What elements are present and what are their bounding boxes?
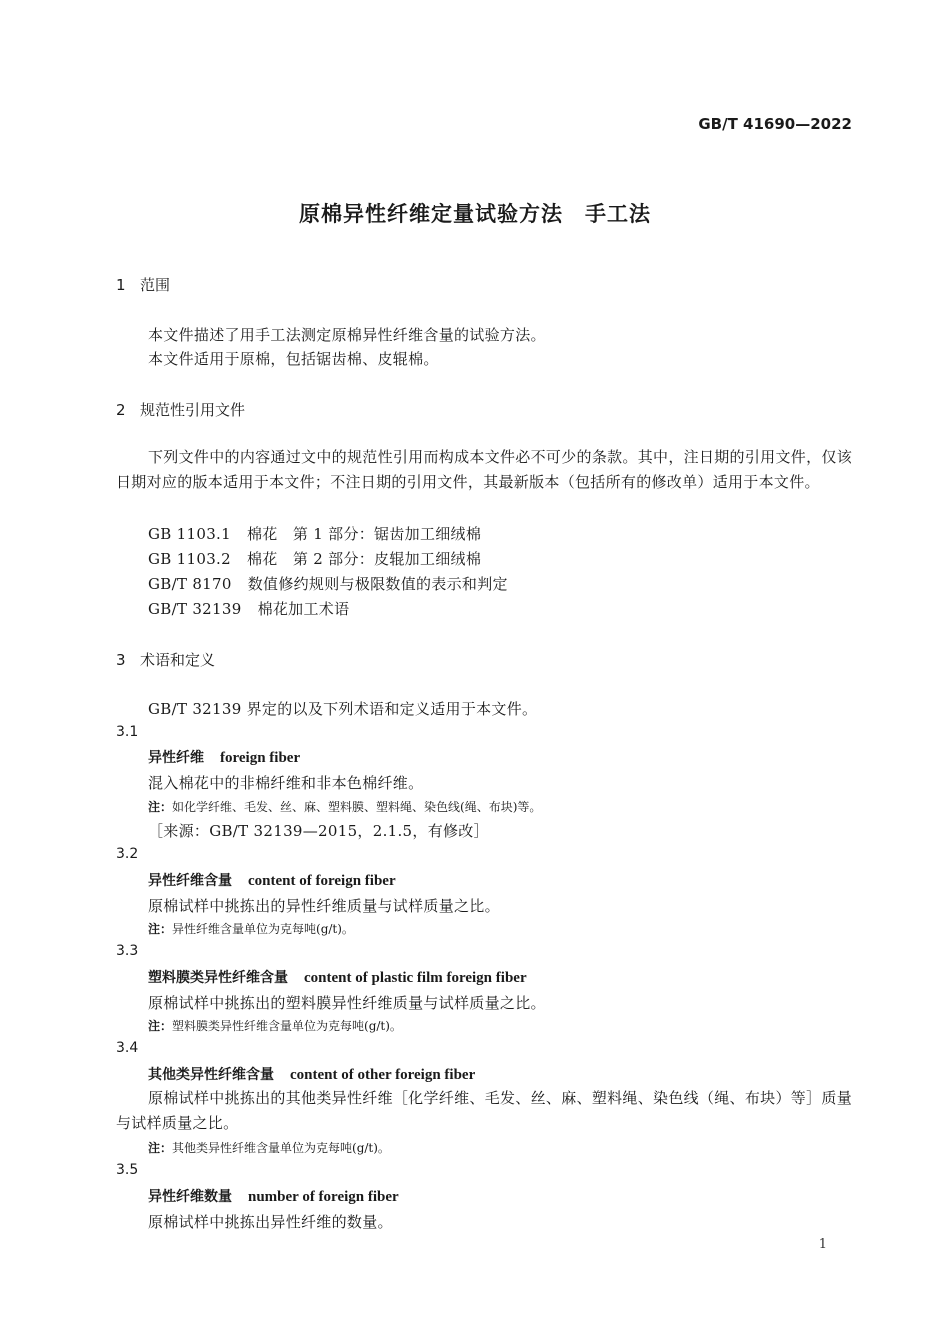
standard-code: GB/T 41690—2022 xyxy=(698,115,852,133)
term-zh: 塑料膜类异性纤维含量 xyxy=(148,970,288,986)
section-title: 范围 xyxy=(140,276,171,294)
section-number: 3 xyxy=(116,651,126,669)
term-note xyxy=(148,1139,390,1156)
term-en: content of other foreign fiber xyxy=(290,1067,476,1083)
section-title: 术语和定义 xyxy=(140,651,216,669)
term-heading xyxy=(148,1064,475,1084)
term-definition: 原棉试样中挑拣出的其他类异性纤维［化学纤维、毛发、丝、麻、塑料绳、染色线（绳、布块）等］质量与试样质量之比。 xyxy=(116,1089,852,1132)
reference-title: 数值修约规则与极限数值的表示和判定 xyxy=(247,575,508,593)
term-zh: 异性纤维数量 xyxy=(148,1189,232,1205)
term-note xyxy=(148,798,541,815)
term-note xyxy=(148,1017,402,1034)
reference-title: 棉花 第 1 部分：锯齿加工细绒棉 xyxy=(246,525,482,543)
normative-references-intro: 下列文件中的内容通过文中的规范性引用而构成本文件必不可少的条款。其中，注日期的引用文件，仅该日期对应的版本适用于本文件；不注日期的引用文件，其最新版本（包括所有的修改单）适用于本文件。 xyxy=(116,448,852,491)
term-zh: 异性纤维含量 xyxy=(148,873,232,889)
paragraph: 本文件适用于原棉，包括锯齿棉、皮辊棉。 xyxy=(148,350,439,368)
page-number: 1 xyxy=(818,1237,827,1252)
term-definition: 混入棉花中的非棉纤维和非本色棉纤维。 xyxy=(148,774,424,792)
term-heading xyxy=(148,870,396,890)
section-3-heading xyxy=(116,649,215,670)
reference-title: 棉花加工术语 xyxy=(257,600,350,618)
term-source: ［来源：GB/T 32139—2015，2.1.5，有修改］ xyxy=(148,822,489,840)
document-title: 原棉异性纤维定量试验方法 手工法 xyxy=(299,202,651,226)
term-zh: 其他类异性纤维含量 xyxy=(148,1067,274,1083)
reference-code: GB 1103.2 xyxy=(148,550,231,568)
reference-item xyxy=(148,548,481,569)
paragraph: 本文件描述了用手工法测定原棉异性纤维含量的试验方法。 xyxy=(148,326,546,344)
term-zh: 异性纤维 xyxy=(148,750,204,766)
term-definition: 原棉试样中挑拣出异性纤维的数量。 xyxy=(148,1213,393,1231)
term-number: 3.5 xyxy=(116,1162,139,1178)
note-text: 异性纤维含量单位为克每吨(g/t)。 xyxy=(172,922,354,936)
note-label: 注： xyxy=(148,1019,173,1033)
note-label: 注： xyxy=(148,922,173,936)
terms-intro: GB/T 32139 界定的以及下列术语和定义适用于本文件。 xyxy=(148,700,538,718)
section-2-heading xyxy=(116,399,245,420)
section-number: 2 xyxy=(116,401,126,419)
term-definition: 原棉试样中挑拣出的塑料膜异性纤维质量与试样质量之比。 xyxy=(148,994,546,1012)
term-number: 3.1 xyxy=(116,724,139,740)
term-number: 3.3 xyxy=(116,943,139,959)
term-definition: 原棉试样中挑拣出的异性纤维质量与试样质量之比。 xyxy=(148,897,500,915)
reference-item xyxy=(148,573,508,594)
reference-code: GB 1103.1 xyxy=(148,525,231,543)
section-title: 规范性引用文件 xyxy=(140,401,246,419)
term-en: content of plastic film foreign fiber xyxy=(304,970,527,986)
term-heading xyxy=(148,967,527,987)
reference-item xyxy=(148,598,349,619)
note-text: 如化学纤维、毛发、丝、麻、塑料膜、塑料绳、染色线(绳、布块)等。 xyxy=(172,800,542,814)
note-label: 注： xyxy=(148,1141,173,1155)
term-en: content of foreign fiber xyxy=(248,873,396,889)
section-1-heading xyxy=(116,274,170,295)
reference-title: 棉花 第 2 部分：皮辊加工细绒棉 xyxy=(246,550,482,568)
reference-item xyxy=(148,523,481,544)
term-number: 3.4 xyxy=(116,1040,139,1056)
term-heading xyxy=(148,1186,399,1206)
term-heading xyxy=(148,747,300,767)
note-label: 注： xyxy=(148,800,173,814)
note-text: 塑料膜类异性纤维含量单位为克每吨(g/t)。 xyxy=(172,1019,402,1033)
section-number: 1 xyxy=(116,276,126,294)
term-en: foreign fiber xyxy=(220,750,301,766)
reference-code: GB/T 8170 xyxy=(148,575,232,593)
term-number: 3.2 xyxy=(116,846,139,862)
note-text: 其他类异性纤维含量单位为克每吨(g/t)。 xyxy=(172,1141,390,1155)
reference-code: GB/T 32139 xyxy=(148,600,242,618)
term-en: number of foreign fiber xyxy=(248,1189,399,1205)
term-note xyxy=(148,920,354,937)
